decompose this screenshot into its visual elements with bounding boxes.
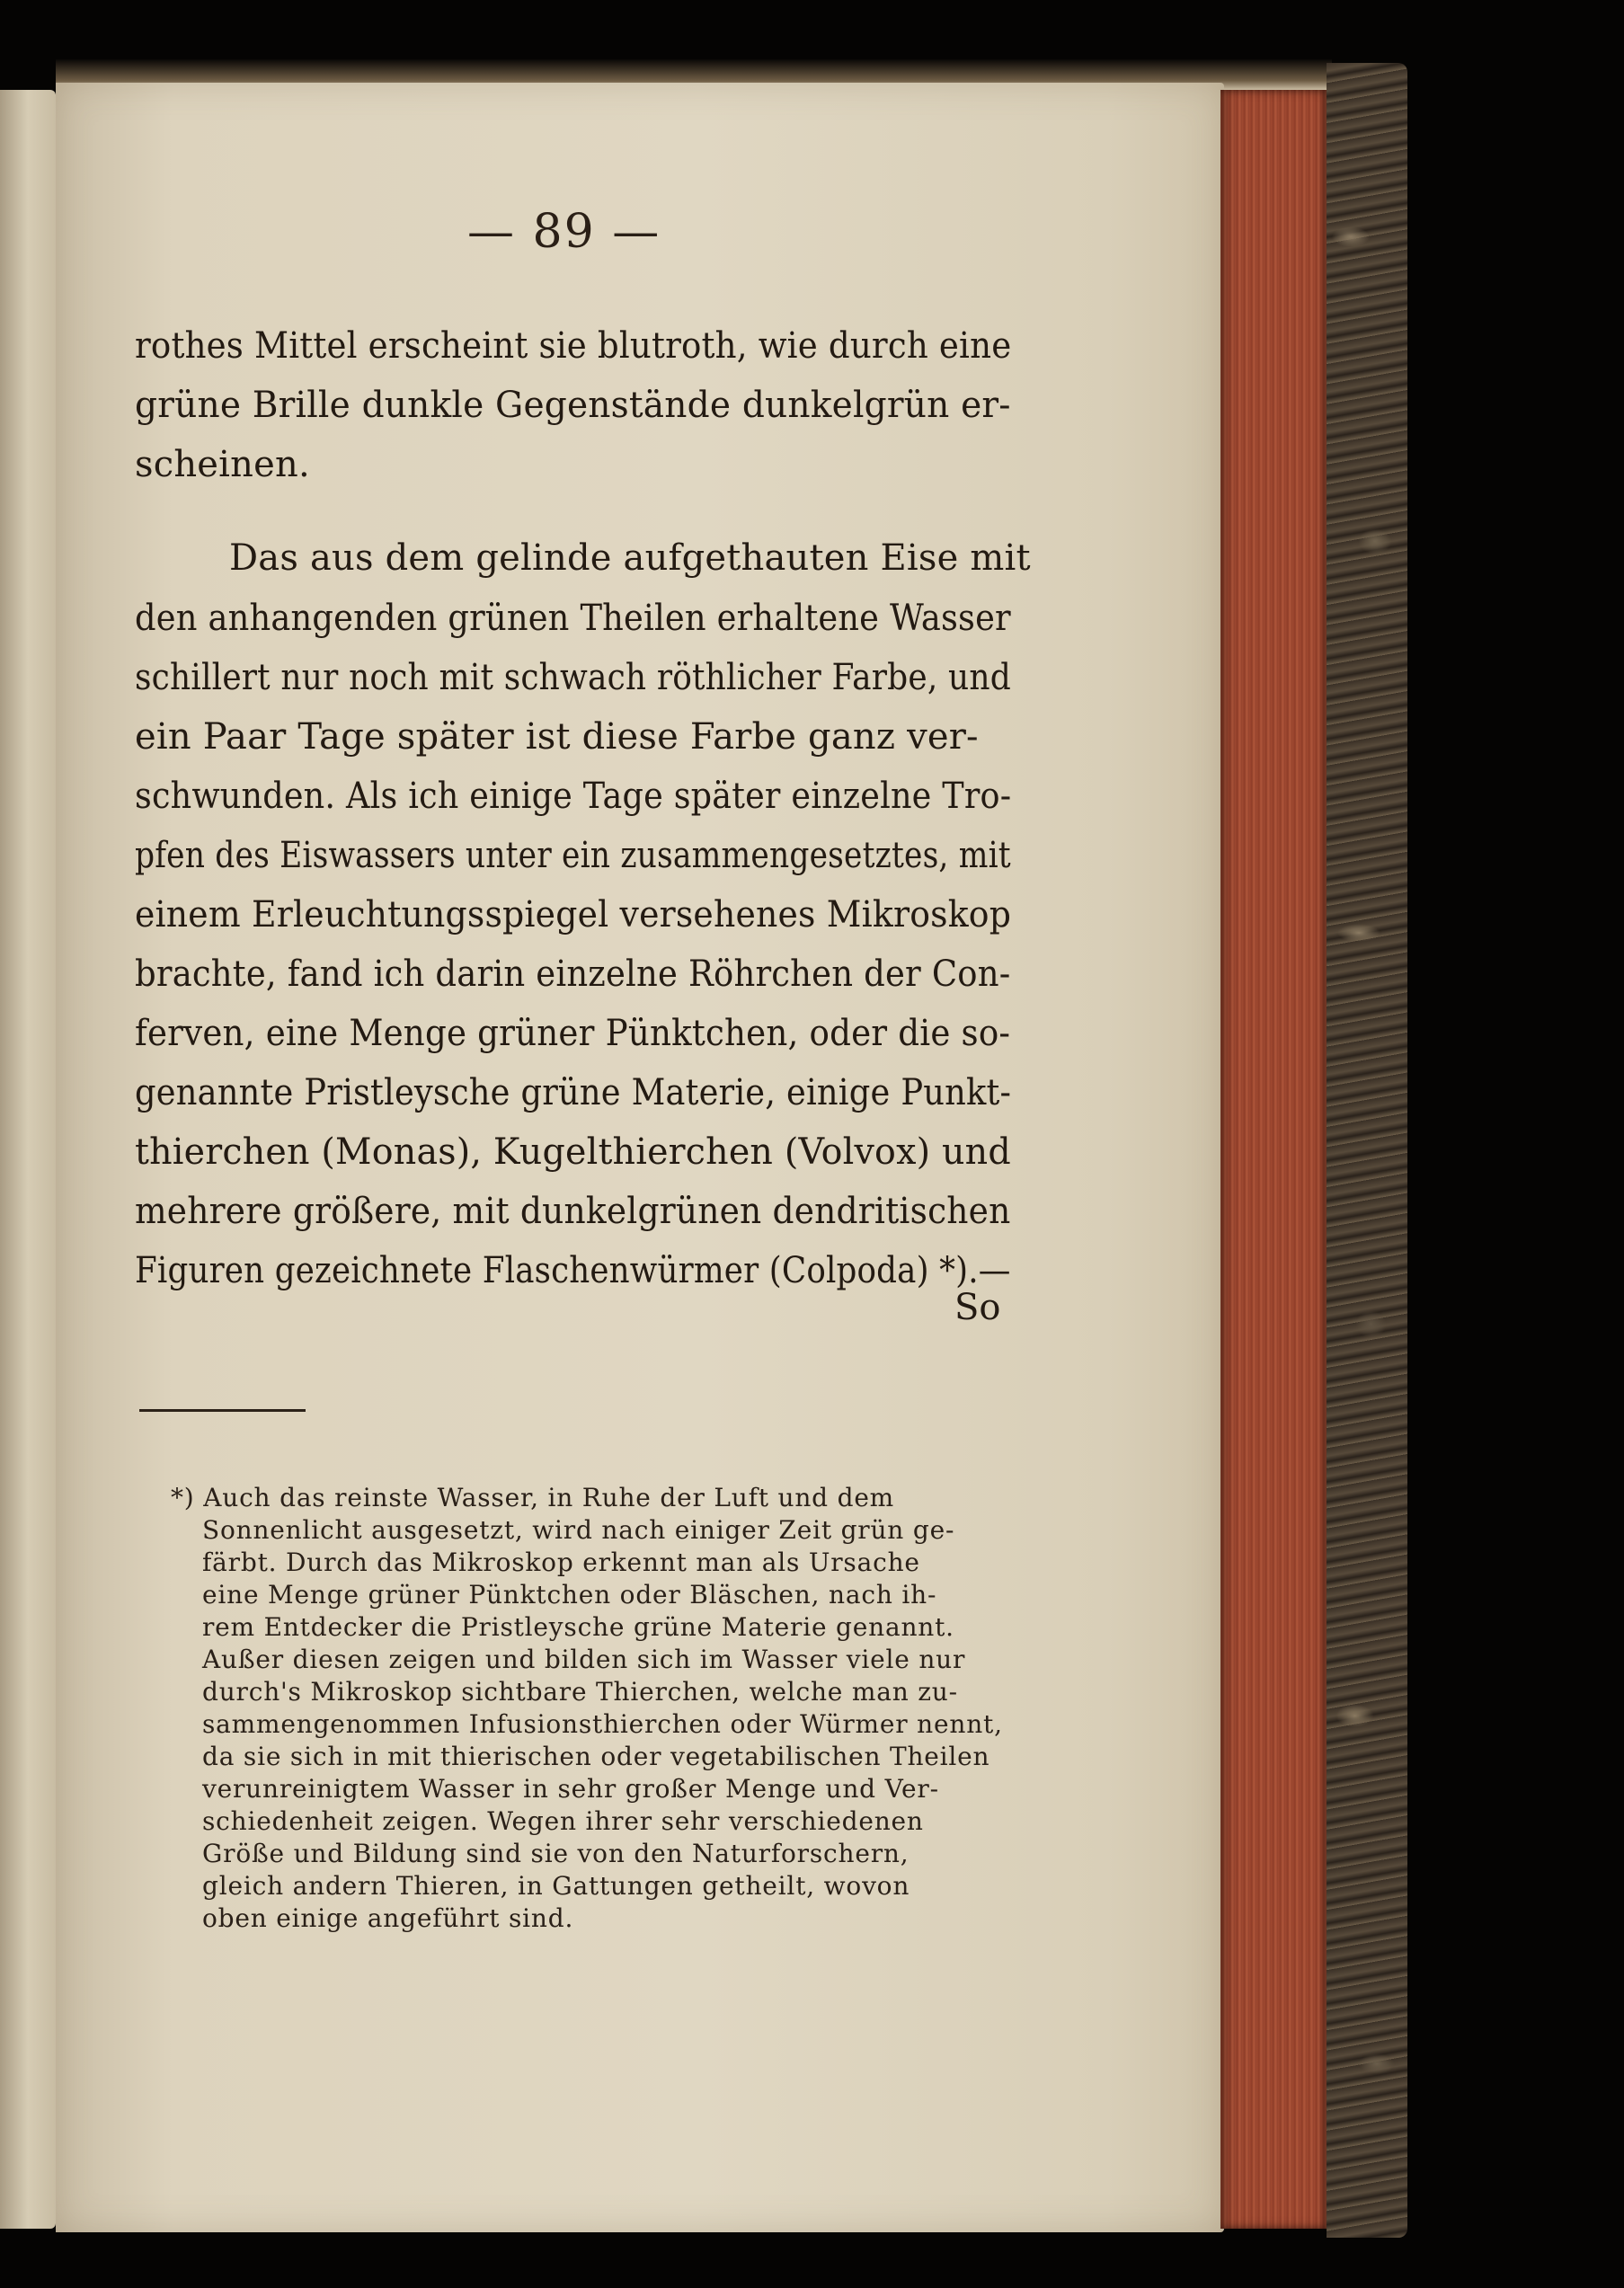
footnote-line: schiedenheit zeigen. Wegen ihrer sehr verschiedenen: [202, 1806, 924, 1836]
footnote-line: Sonnenlicht ausgesetzt, wird nach einiger Zeit grün ge-: [202, 1515, 955, 1545]
footnote-rule: [139, 1409, 306, 1412]
left-page-edge: [0, 90, 56, 2229]
body-line: einem Erleuchtungsspiegel versehenes Mikroskop: [135, 894, 1012, 936]
body-line: thierchen (Monas), Kugelthierchen (Volvox) und: [135, 1131, 1011, 1173]
footnote-line: rem Entdecker die Pristleysche grüne Materie genannt.: [202, 1612, 954, 1642]
body-line: mehrere größere, mit dunkelgrünen dendritischen: [135, 1191, 1011, 1232]
body-line: rothes Mittel erscheint sie blutroth, wie durch eine: [135, 325, 1012, 367]
footnote-line: da sie sich in mit thierischen oder vegetabilischen Theilen: [202, 1742, 990, 1771]
body-line: schwunden. Als ich einige Tage später einzelne Tro-: [135, 776, 1012, 817]
body-line: brachte, fand ich darin einzelne Röhrchen der Con-: [135, 953, 1011, 995]
footnote-line: sammengenommen Infusionsthierchen oder Würmer nennt,: [202, 1709, 1003, 1739]
page-block-edge: [1220, 90, 1327, 2229]
body-line: den anhangenden grünen Theilen erhaltene Wasser: [135, 598, 1011, 639]
body-line: schillert nur noch mit schwach röthlicher Farbe, und: [135, 657, 1011, 698]
footnote-line: verunreinigtem Wasser in sehr großer Menge und Ver-: [202, 1774, 939, 1804]
body-line: genannte Pristleysche grüne Materie, einige Punkt-: [135, 1072, 1012, 1113]
footnote-line: Größe und Bildung sind sie von den Naturforschern,: [202, 1839, 910, 1868]
page-number: — 89 —: [467, 205, 661, 259]
marbled-cover: [1327, 63, 1407, 2238]
footnote-line: gleich andern Thieren, in Gattungen getheilt, wovon: [202, 1871, 910, 1901]
body-line: ferven, eine Menge grüner Pünktchen, oder die so-: [135, 1013, 1011, 1054]
body-line: pfen des Eiswassers unter ein zusammengesetztes, mit: [135, 835, 1011, 876]
footnote-line: *) Auch das reinste Wasser, in Ruhe der Luft und dem: [171, 1483, 895, 1512]
footnote-line: durch's Mikroskop sichtbare Thierchen, welche man zu-: [202, 1677, 958, 1707]
body-line: Figuren gezeichnete Flaschenwürmer (Colpoda) *).—: [135, 1250, 1011, 1291]
footnote-line: eine Menge grüner Pünktchen oder Bläschen, nach ih-: [202, 1580, 937, 1610]
body-line: Das aus dem gelinde aufgethauten Eise mit: [229, 537, 1031, 579]
body-line: scheinen.: [135, 444, 310, 485]
footnote-line: färbt. Durch das Mikroskop erkennt man als Ursache: [202, 1548, 920, 1577]
catchword: So: [954, 1287, 1001, 1328]
footnote-line: oben einige angeführt sind.: [202, 1903, 574, 1933]
footnote-line: Außer diesen zeigen und bilden sich im Wasser viele nur: [202, 1645, 966, 1674]
body-line: grüne Brille dunkle Gegenstände dunkelgrün er-: [135, 385, 1011, 426]
body-line: ein Paar Tage später ist diese Farbe ganz ver-: [135, 716, 979, 758]
